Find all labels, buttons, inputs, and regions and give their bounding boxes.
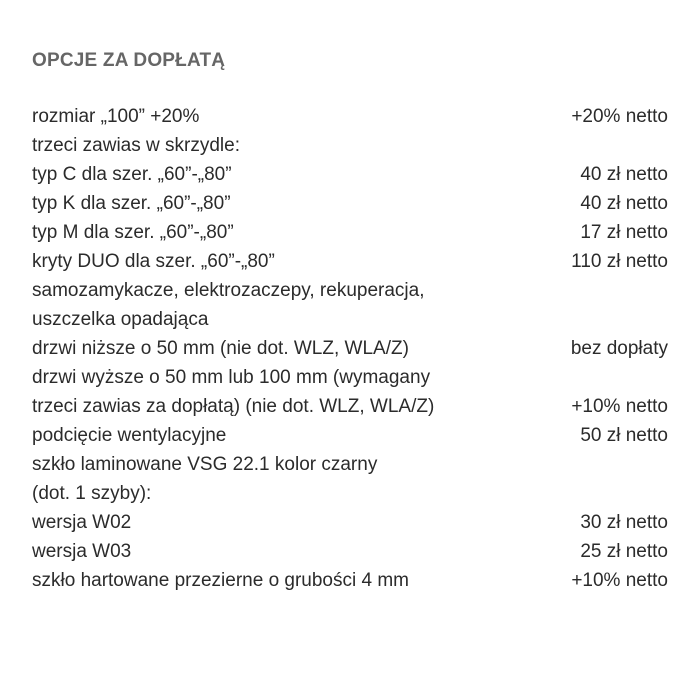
price-options-document [32, 48, 668, 595]
option-row [32, 276, 668, 305]
option-row [32, 102, 668, 131]
option-row [32, 537, 668, 566]
option-description: wersja W02 [32, 512, 132, 533]
option-row [32, 508, 668, 537]
option-description: rozmiar „100” +20% [32, 106, 200, 127]
option-row [32, 218, 668, 247]
option-row [32, 392, 668, 421]
option-description: szkło hartowane przezierne o grubości 4 mm [32, 570, 410, 591]
option-row [32, 450, 668, 479]
option-row [32, 247, 668, 276]
option-description: typ M dla szer. „60”-„80” [32, 222, 234, 243]
option-description: drzwi wyższe o 50 mm lub 100 mm (wymagany [32, 367, 431, 388]
option-price: +20% netto [571, 106, 668, 127]
option-description: typ K dla szer. „60”-„80” [32, 193, 231, 214]
option-description: szkło laminowane VSG 22.1 kolor czarny [32, 454, 378, 475]
option-price: 30 zł netto [580, 512, 668, 533]
option-price: +10% netto [571, 396, 668, 417]
option-price: 110 zł netto [571, 251, 668, 272]
option-price: 40 zł netto [580, 193, 668, 214]
option-price: 40 zł netto [580, 164, 668, 185]
option-price: 50 zł netto [580, 425, 668, 446]
option-row [32, 363, 668, 392]
option-description: (dot. 1 szyby): [32, 483, 152, 504]
option-price: bez dopłaty [570, 338, 668, 359]
option-description: podcięcie wentylacyjne [32, 425, 227, 446]
option-row [32, 566, 668, 595]
option-price: +10% netto [571, 570, 668, 591]
option-description: trzeci zawias za dopłatą) (nie dot. WLZ, WLA/Z) [32, 396, 435, 417]
option-description: wersja W03 [32, 541, 132, 562]
option-description: kryty DUO dla szer. „60”-„80” [32, 251, 275, 272]
option-row [32, 160, 668, 189]
option-row [32, 479, 668, 508]
option-row [32, 334, 668, 363]
option-description: typ C dla szer. „60”-„80” [32, 164, 232, 185]
option-description: samozamykacze, elektrozaczepy, rekuperacja, [32, 280, 425, 301]
option-description: trzeci zawias w skrzydle: [32, 135, 240, 156]
option-description: uszczelka opadająca [32, 309, 209, 330]
section-title: OPCJE ZA DOPŁATĄ [32, 50, 226, 71]
option-row [32, 305, 668, 334]
options-list [32, 102, 668, 595]
option-description: drzwi niższe o 50 mm (nie dot. WLZ, WLA/Z) [32, 338, 409, 359]
option-price: 17 zł netto [580, 222, 668, 243]
option-row [32, 189, 668, 218]
option-price: 25 zł netto [580, 541, 668, 562]
option-row [32, 131, 668, 160]
option-row [32, 421, 668, 450]
